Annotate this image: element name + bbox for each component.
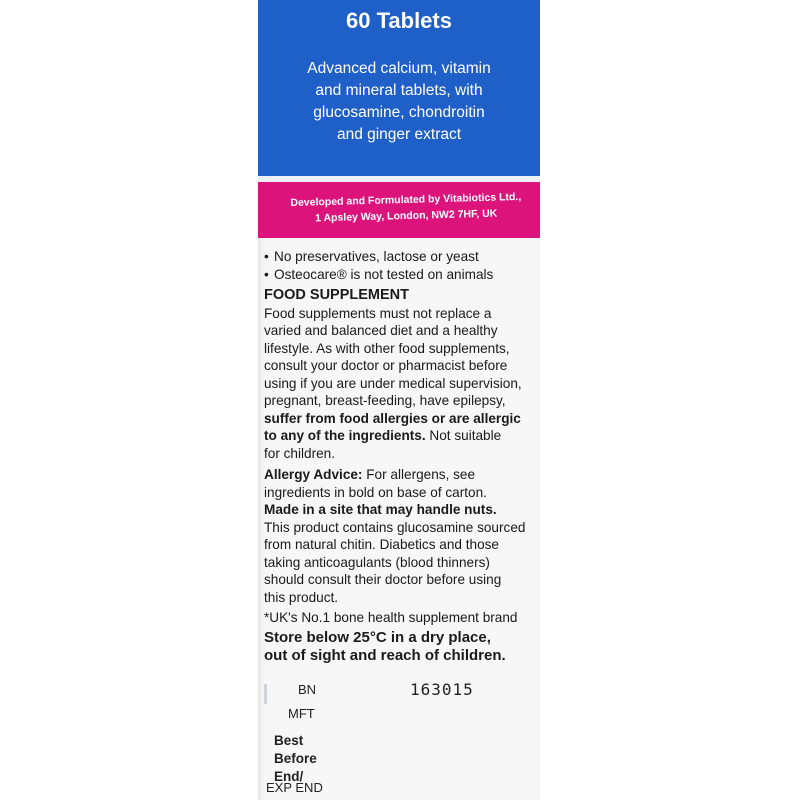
allergy-advice: Allergy Advice: For allergens, see bbox=[264, 467, 476, 482]
manufacturer-text bbox=[280, 189, 533, 228]
label-text-block bbox=[264, 248, 540, 665]
expiry-label: EXP END bbox=[266, 780, 323, 795]
storage-instruction: Store below 25°C in a dry place, bbox=[264, 628, 491, 646]
text-line: consult your doctor or pharmacist before bbox=[264, 358, 508, 373]
description-line: glucosamine, chondroitin bbox=[313, 104, 485, 121]
blue-header-panel bbox=[258, 0, 540, 176]
brand-claim: *UK's No.1 bone health supplement brand bbox=[264, 610, 518, 625]
text-line: from natural chitin. Diabetics and those bbox=[264, 537, 499, 552]
text-line: varied and balanced diet and a healthy bbox=[264, 323, 498, 338]
text-line: ingredients in bold on base of carton. bbox=[264, 484, 487, 500]
bullet-dot-icon: • bbox=[264, 249, 269, 264]
description-line: and mineral tablets, with bbox=[315, 82, 483, 99]
description-line: and ginger extract bbox=[336, 126, 462, 143]
food-supplement-heading: FOOD SUPPLEMENT bbox=[264, 287, 410, 303]
text-line: using if you are under medical supervision, bbox=[264, 375, 522, 391]
box-flap-mark bbox=[264, 684, 267, 704]
batch-code-area bbox=[258, 672, 540, 800]
manufacturer-line: 1 Apsley Way, London, NW2 7HF, UK bbox=[314, 207, 498, 225]
text-line: This product contains glucosamine sourced bbox=[264, 519, 526, 535]
product-description bbox=[268, 58, 530, 146]
text-line: this product. bbox=[264, 589, 339, 605]
pink-manufacturer-panel bbox=[258, 182, 540, 238]
description-line: Advanced calcium, vitamin bbox=[307, 60, 491, 77]
bullet-item: • Osteocare® is not tested on animals bbox=[264, 266, 494, 282]
storage-instruction: out of sight and reach of children. bbox=[264, 646, 506, 664]
bullet-item: • No preservatives, lactose or yeast bbox=[264, 249, 479, 264]
batch-number-value: 163015 bbox=[410, 680, 474, 699]
best-before-label: Best Before End/ bbox=[274, 733, 317, 784]
batch-number-label: BN bbox=[298, 682, 317, 697]
allergy-warning-bold: suffer from food allergies or are allergic bbox=[264, 410, 521, 426]
manufacture-date-label: MFT bbox=[288, 706, 315, 721]
text-line: should consult their doctor before using bbox=[264, 572, 502, 587]
nuts-warning: Made in a site that may handle nuts. bbox=[264, 502, 497, 517]
tablet-count: 60 Tablets bbox=[346, 8, 452, 33]
product-box-side bbox=[258, 0, 540, 800]
text-line: lifestyle. As with other food supplements, bbox=[264, 340, 510, 356]
text-line: taking anticoagulants (blood thinners) bbox=[264, 554, 490, 570]
text-line: pregnant, breast-feeding, have epilepsy, bbox=[264, 393, 506, 408]
text-line: to any of the ingredients. Not suitable bbox=[264, 428, 502, 443]
text-line: for children. bbox=[264, 445, 336, 461]
manufacturer-line: Developed and Formulated by Vitabiotics Ltd., bbox=[290, 190, 522, 210]
text-line: Food supplements must not replace a bbox=[264, 305, 492, 321]
bullet-dot-icon: • bbox=[264, 266, 269, 282]
